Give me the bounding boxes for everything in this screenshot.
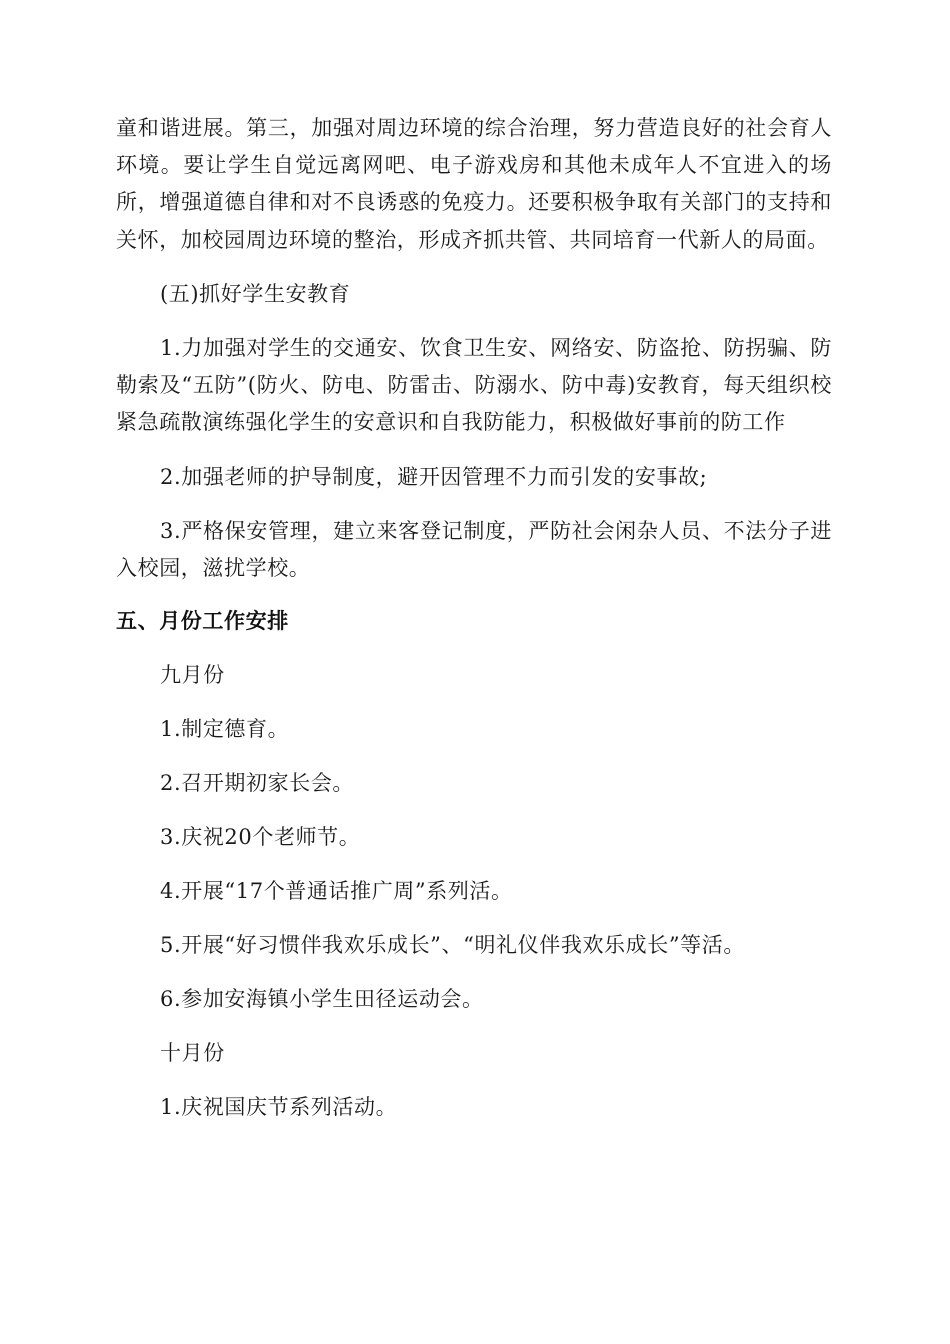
list-item-october-1: 1.庆祝国庆节系列活动。 <box>160 1095 398 1120</box>
list-item-september-2: 2.召开期初家长会。 <box>160 771 355 796</box>
list-item-safety-1: 1.力加强对学生的交通安、饮食卫生安、网络安、防盗抢、防拐骗、防勒索及“五防”(防火、防电、防雷击、防溺水、防中毒)安教育，每天组织校紧急疏散演练强化学生的安意识和自我防能力，积极做好事前的防工作 <box>116 336 832 435</box>
list-item-september-1: 1.制定德育。 <box>160 717 290 742</box>
list-item-september-5: 5.开展“好习惯伴我欢乐成长”、“明礼仪伴我欢乐成长”等活。 <box>160 933 745 958</box>
list-item-safety-3: 3.严格保安管理，建立来客登记制度，严防社会闲杂人员、不法分子进入校园，滋扰学校。 <box>116 518 832 581</box>
paragraph-environment: 童和谐进展。第三，加强对周边环境的综合治理，努力营造良好的社会育人环境。要让学生自觉远离网吧、电子游戏房和其他未成年人不宜进入的场所，增强道德自律和对不良诱惑的免疫力。还要积极争取有关部门的支持和关怀，加校园周边环境的整治，形成齐抓共管、共同培育一代新人的局面。 <box>116 116 832 252</box>
section-heading-safety: (五)抓好学生安教育 <box>160 281 351 306</box>
document-body <box>116 110 832 1126</box>
section-heading-monthly-plan: 五、月份工作安排 <box>116 609 289 634</box>
list-item-september-3: 3.庆祝20个老师节。 <box>160 825 361 850</box>
month-title-october: 十月份 <box>160 1041 225 1066</box>
list-item-safety-2: 2.加强老师的护导制度，避开因管理不力而引发的安事故; <box>160 464 708 489</box>
list-item-september-4: 4.开展“17个普通话推广周”系列活。 <box>160 879 513 904</box>
month-title-september: 九月份 <box>160 663 225 688</box>
list-item-september-6: 6.参加安海镇小学生田径运动会。 <box>160 987 484 1012</box>
